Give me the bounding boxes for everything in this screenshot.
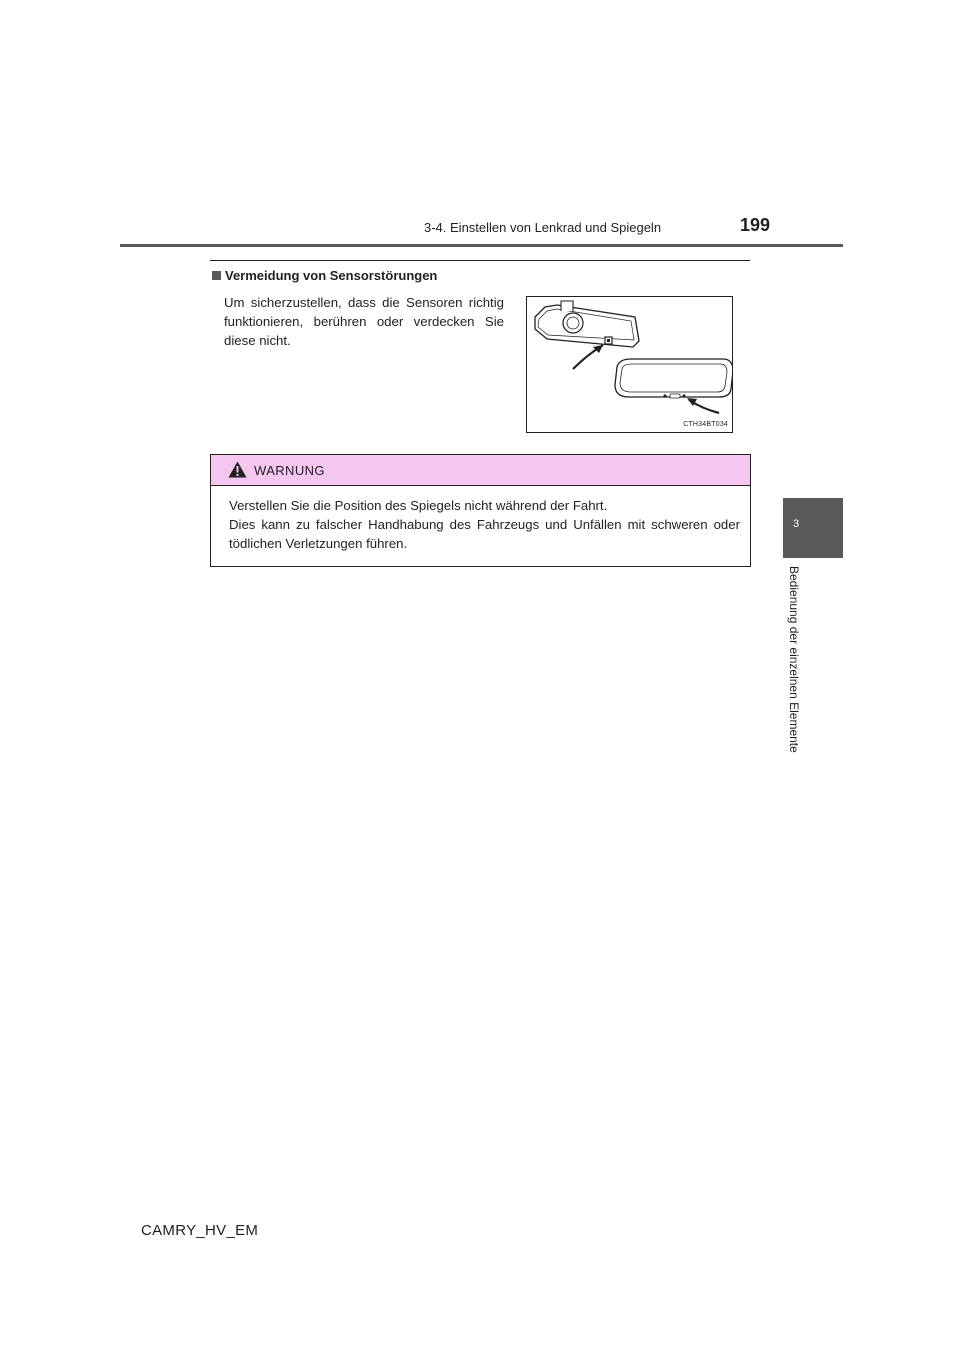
section-heading [212,268,437,283]
header-rule [120,244,843,247]
model-code: CAMRY_HV_EM [141,1222,259,1239]
warning-body [229,496,740,553]
page-number: 199 [740,215,771,235]
square-bullet-icon [212,271,221,280]
chapter-title: Bedienung der einzelnen Elemente [787,566,801,753]
header-section-title: 3-4. Einstellen von Lenkrad und Spiegeln [424,220,662,235]
section-paragraph: Um sicherzustellen, dass die Sensoren richtig funktionieren, berühren oder verdecken Sie diese nicht. [224,295,504,348]
chapter-number: 3 [793,518,800,530]
chapter-tab [783,498,843,558]
warning-triangle-icon [228,461,247,478]
mirror-sensor-illustration [526,296,733,433]
warning-line: Verstellen Sie die Position des Spiegels nicht während der Fahrt. [229,498,608,513]
warning-header [211,455,750,486]
figure-code: CTH34BT034 [683,421,728,428]
mirror-drawing [527,297,732,432]
section-heading-text: Vermeidung von Sensorstörungen [225,268,438,283]
warning-box [210,454,751,567]
warning-title: WARNUNG [254,463,325,478]
warning-line: Dies kann zu falscher Handhabung des Fahrzeugs und Unfällen mit schweren oder tödlichen Verletzungen führen. [229,517,740,551]
section-rule [210,260,750,261]
